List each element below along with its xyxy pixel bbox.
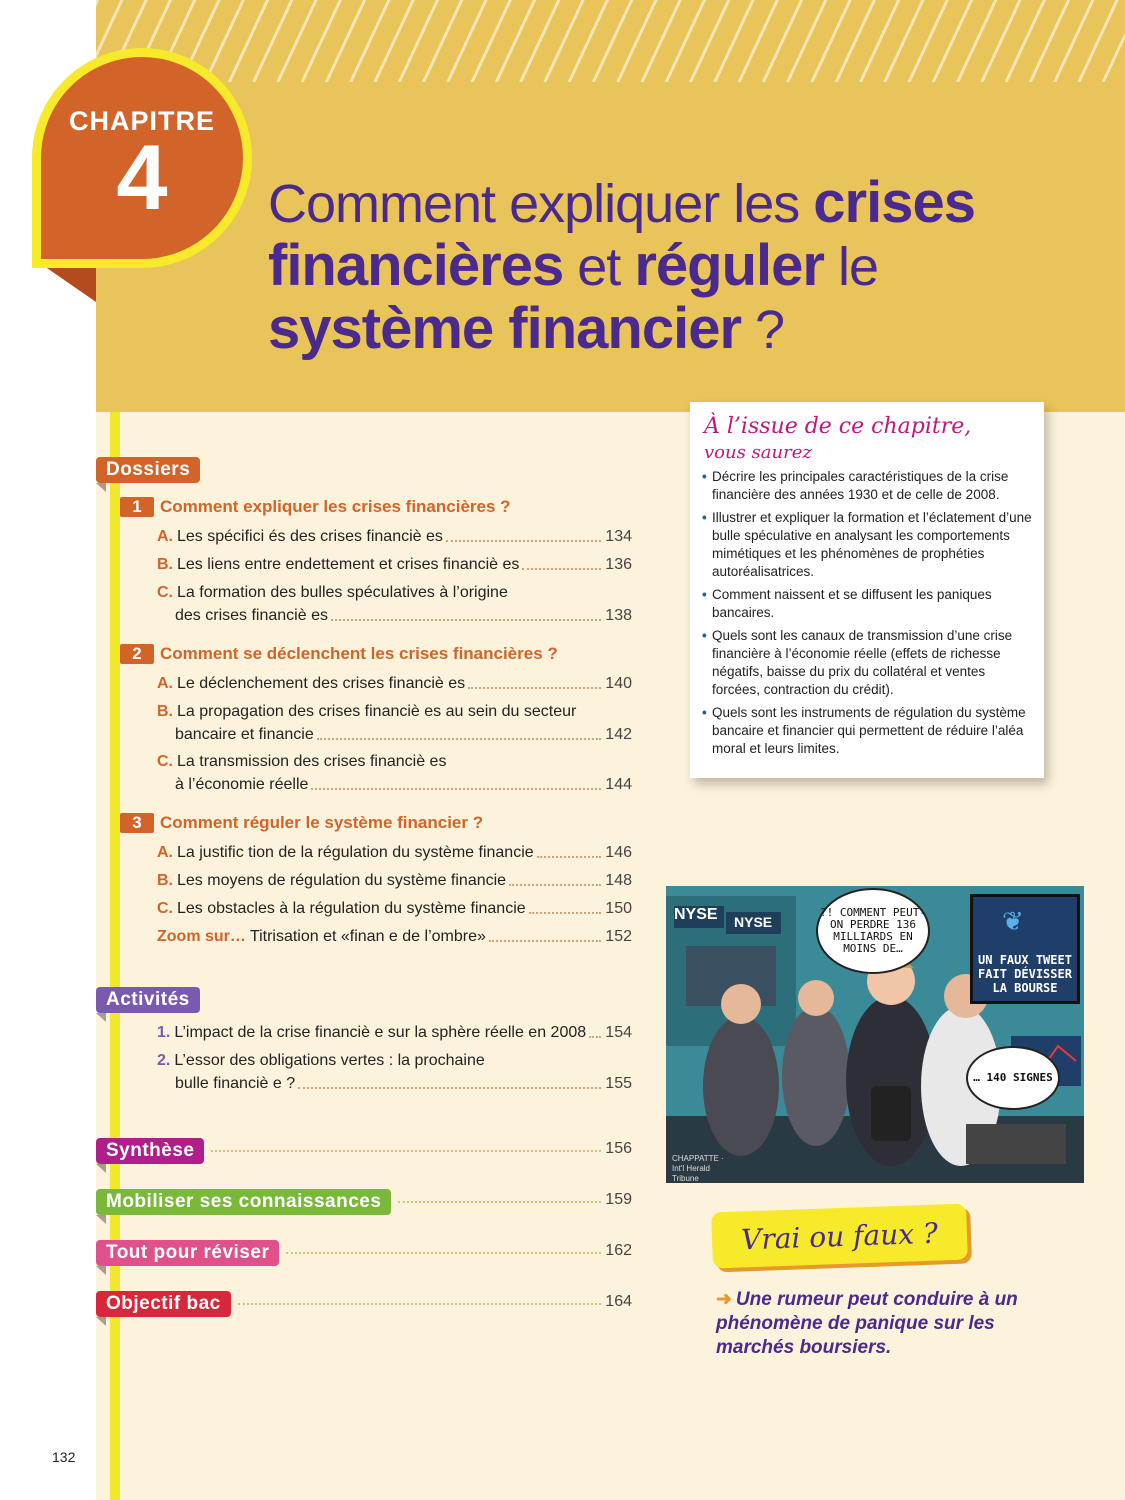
entry-letter: A. [157,844,173,861]
toc-entry[interactable] [157,700,632,746]
entry-page: 155 [605,1075,632,1092]
section-leader [208,1140,632,1158]
title-text: le [823,237,878,297]
entry-letter: B. [157,556,173,573]
section-tag[interactable]: Objectif bac [96,1291,231,1317]
entry-page: 136 [605,556,632,573]
leader-dots [298,1087,601,1089]
entry-letter: A. [157,528,173,545]
entry-text: Les spécifici és des crises financiè es [177,528,443,545]
section-tag[interactable]: Mobiliser ses connaissances [96,1189,391,1215]
toc-entry[interactable] [157,525,632,548]
dossier-title: Comment se déclenchent les crises financières ? [160,644,558,663]
leader-dots [509,884,601,886]
entry-text-continued: bancaire et financie [175,726,314,743]
title-text: et [563,237,635,297]
entry-letter: A. [157,675,173,692]
entry-letter: B. [157,703,173,720]
leader-dots [537,856,601,858]
toc-entry[interactable] [157,869,632,892]
sign-nyse-1: NYSE [674,906,718,923]
entry-text-continued: à l’économie réelle [175,776,309,793]
section-leader [395,1191,632,1209]
objectives-title: À l’issue de ce chapitre, [704,414,972,439]
objective-item: • Quels sont les instruments de régulation du système bancaire et financier qui permettent de réduire l’aléa moral et leurs limites. [702,704,1034,758]
leader-dots [398,1201,601,1203]
page-number: 132 [52,1449,76,1465]
section-page: 162 [605,1242,632,1259]
entry-page: 148 [605,872,632,889]
entry-text: Les obstacles à la régulation du système financie [177,900,526,917]
entry-text: Les liens entre endettement et crises financiè es [177,556,520,573]
leader-dots [529,912,601,914]
arrow-icon: ➜ [716,1289,732,1310]
leader-dots [489,940,601,942]
entry-letter: C. [157,753,173,770]
objectives-box [690,402,1044,778]
entry-page: 140 [605,675,632,692]
section-leader [235,1293,632,1311]
toc-entry[interactable] [157,897,632,920]
badge-fold [44,266,96,302]
title-emphasis: financières [268,233,564,298]
tv-screen: UN FAUX TWEET FAIT DÉVISSER LA BOURSE [970,894,1080,1004]
toc-entry[interactable] [157,841,632,864]
entry-page: 134 [605,528,632,545]
entry-text: L’impact de la crise financiè e sur la sphère réelle en 2008 [174,1024,587,1041]
margin-bar [110,412,120,1500]
leader-dots [446,540,601,542]
activites-tag: Activités [96,987,200,1013]
section-leader [283,1242,632,1260]
objective-item: • Décrire les principales caractéristiques de la crise financière des années 1930 et de celle de 2008. [702,468,1034,504]
section-tag[interactable]: Tout pour réviser [96,1240,279,1266]
entry-page: 142 [605,726,632,743]
dossier-number: 3 [120,813,154,833]
entry-page: 144 [605,776,632,793]
entry-page: 154 [605,1024,632,1041]
chapter-label: CHAPITRE [68,106,215,136]
dossier-number: 2 [120,644,154,664]
activite-entry[interactable] [157,1021,632,1044]
leader-dots [589,1036,601,1038]
leader-dots [311,788,601,790]
entry-letter: C. [157,584,173,601]
chapter-badge [32,48,252,268]
entry-letter: Zoom sur… [157,928,246,945]
title-emphasis: crises [813,170,975,235]
entry-text-continued: des crises financiè es [175,607,328,624]
toc-entry[interactable] [157,750,632,796]
chapter-title [268,172,1088,361]
section-page: 156 [605,1140,632,1157]
entry-letter: C. [157,900,173,917]
entry-page: 150 [605,900,632,917]
statement-text: Une rumeur peut conduire à un phénomène de panique sur les marchés boursiers. [716,1289,1018,1358]
dossier-title: Comment expliquer les crises financières ? [160,497,511,516]
cartoon-image [666,886,1084,1183]
objectives-list [702,468,1034,763]
leader-dots [286,1252,601,1254]
dossiers-tag: Dossiers [96,457,200,483]
section-page: 159 [605,1191,632,1208]
leader-dots [468,687,601,689]
title-text: ? [741,300,785,360]
activite-entry[interactable] [157,1049,632,1095]
dossier-heading[interactable] [120,644,558,664]
leader-dots [331,619,601,621]
dossier-title: Comment réguler le système financier ? [160,813,484,832]
entry-text: Le déclenchement des crises financiè es [177,675,466,692]
objective-item: • Comment naissent et se diffusent les paniques bancaires. [702,586,1034,622]
chapter-number: 4 [116,127,168,229]
entry-text: L’essor des obligations vertes : la prochaine [174,1052,485,1069]
entry-text: La formation des bulles spéculatives à l’origine [177,584,508,601]
dossier-heading[interactable] [120,497,511,517]
section-tag[interactable]: Synthèse [96,1138,204,1164]
title-emphasis: réguler [634,233,824,298]
leader-dots [522,568,601,570]
entry-page: 152 [605,928,632,945]
entry-text: Titrisation et «finan e de l’ombre» [249,928,486,945]
speech-bubble-2: … 140 SIGNES [966,1046,1060,1110]
leader-dots [238,1303,601,1305]
entry-text: La transmission des crises financiè es [177,753,447,770]
section-page: 164 [605,1293,632,1310]
entry-page: 146 [605,844,632,861]
speech-bubble-1: ?! COMMENT PEUT-ON PERDRE 136 MILLIARDS EN MOINS DE… [816,888,930,974]
toc-entry[interactable] [157,581,632,627]
toc-entry[interactable] [157,925,632,948]
vrai-ou-faux-statement [716,1288,1036,1360]
toc-entry[interactable] [157,672,632,695]
entry-text: La propagation des crises financiè es au sein du secteur [177,703,577,720]
entry-text: Les moyens de régulation du système financie [177,872,507,889]
title-text: Comment expliquer les [268,174,814,234]
objective-item: • Quels sont les canaux de transmission d’une crise financière à l’économie réelle (effets de richesse négatifs, baisse du prix du collatéral et ventes forcées, contraction du crédit). [702,627,1034,699]
vrai-ou-faux-title: Vrai ou faux ? [711,1204,968,1269]
cartoon-credit: CHAPPATTE · Int'l Herald Tribune [672,1154,724,1183]
dossier-heading[interactable] [120,813,483,833]
entry-number: 1. [157,1024,171,1041]
leader-dots [211,1150,601,1152]
entry-text: La justific tion de la régulation du système financie [177,844,534,861]
toc-entry[interactable] [157,553,632,576]
objective-item: • Illustrer et expliquer la formation et l’éclatement d’une bulle spéculative en analysant les comportements mimétiques et les phénomènes de prophéties autoréalisatrices. [702,509,1034,581]
title-emphasis: système financier [268,296,742,361]
leader-dots [317,738,601,740]
entry-number: 2. [157,1052,171,1069]
dossier-number: 1 [120,497,154,517]
objectives-subtitle: vous saurez [704,442,812,463]
bird-icon: ❦ [1002,906,1024,936]
entry-text-continued: bulle financiè e ? [175,1075,296,1092]
entry-page: 138 [605,607,632,624]
sign-nyse-2: NYSE [734,914,773,930]
entry-letter: B. [157,872,173,889]
